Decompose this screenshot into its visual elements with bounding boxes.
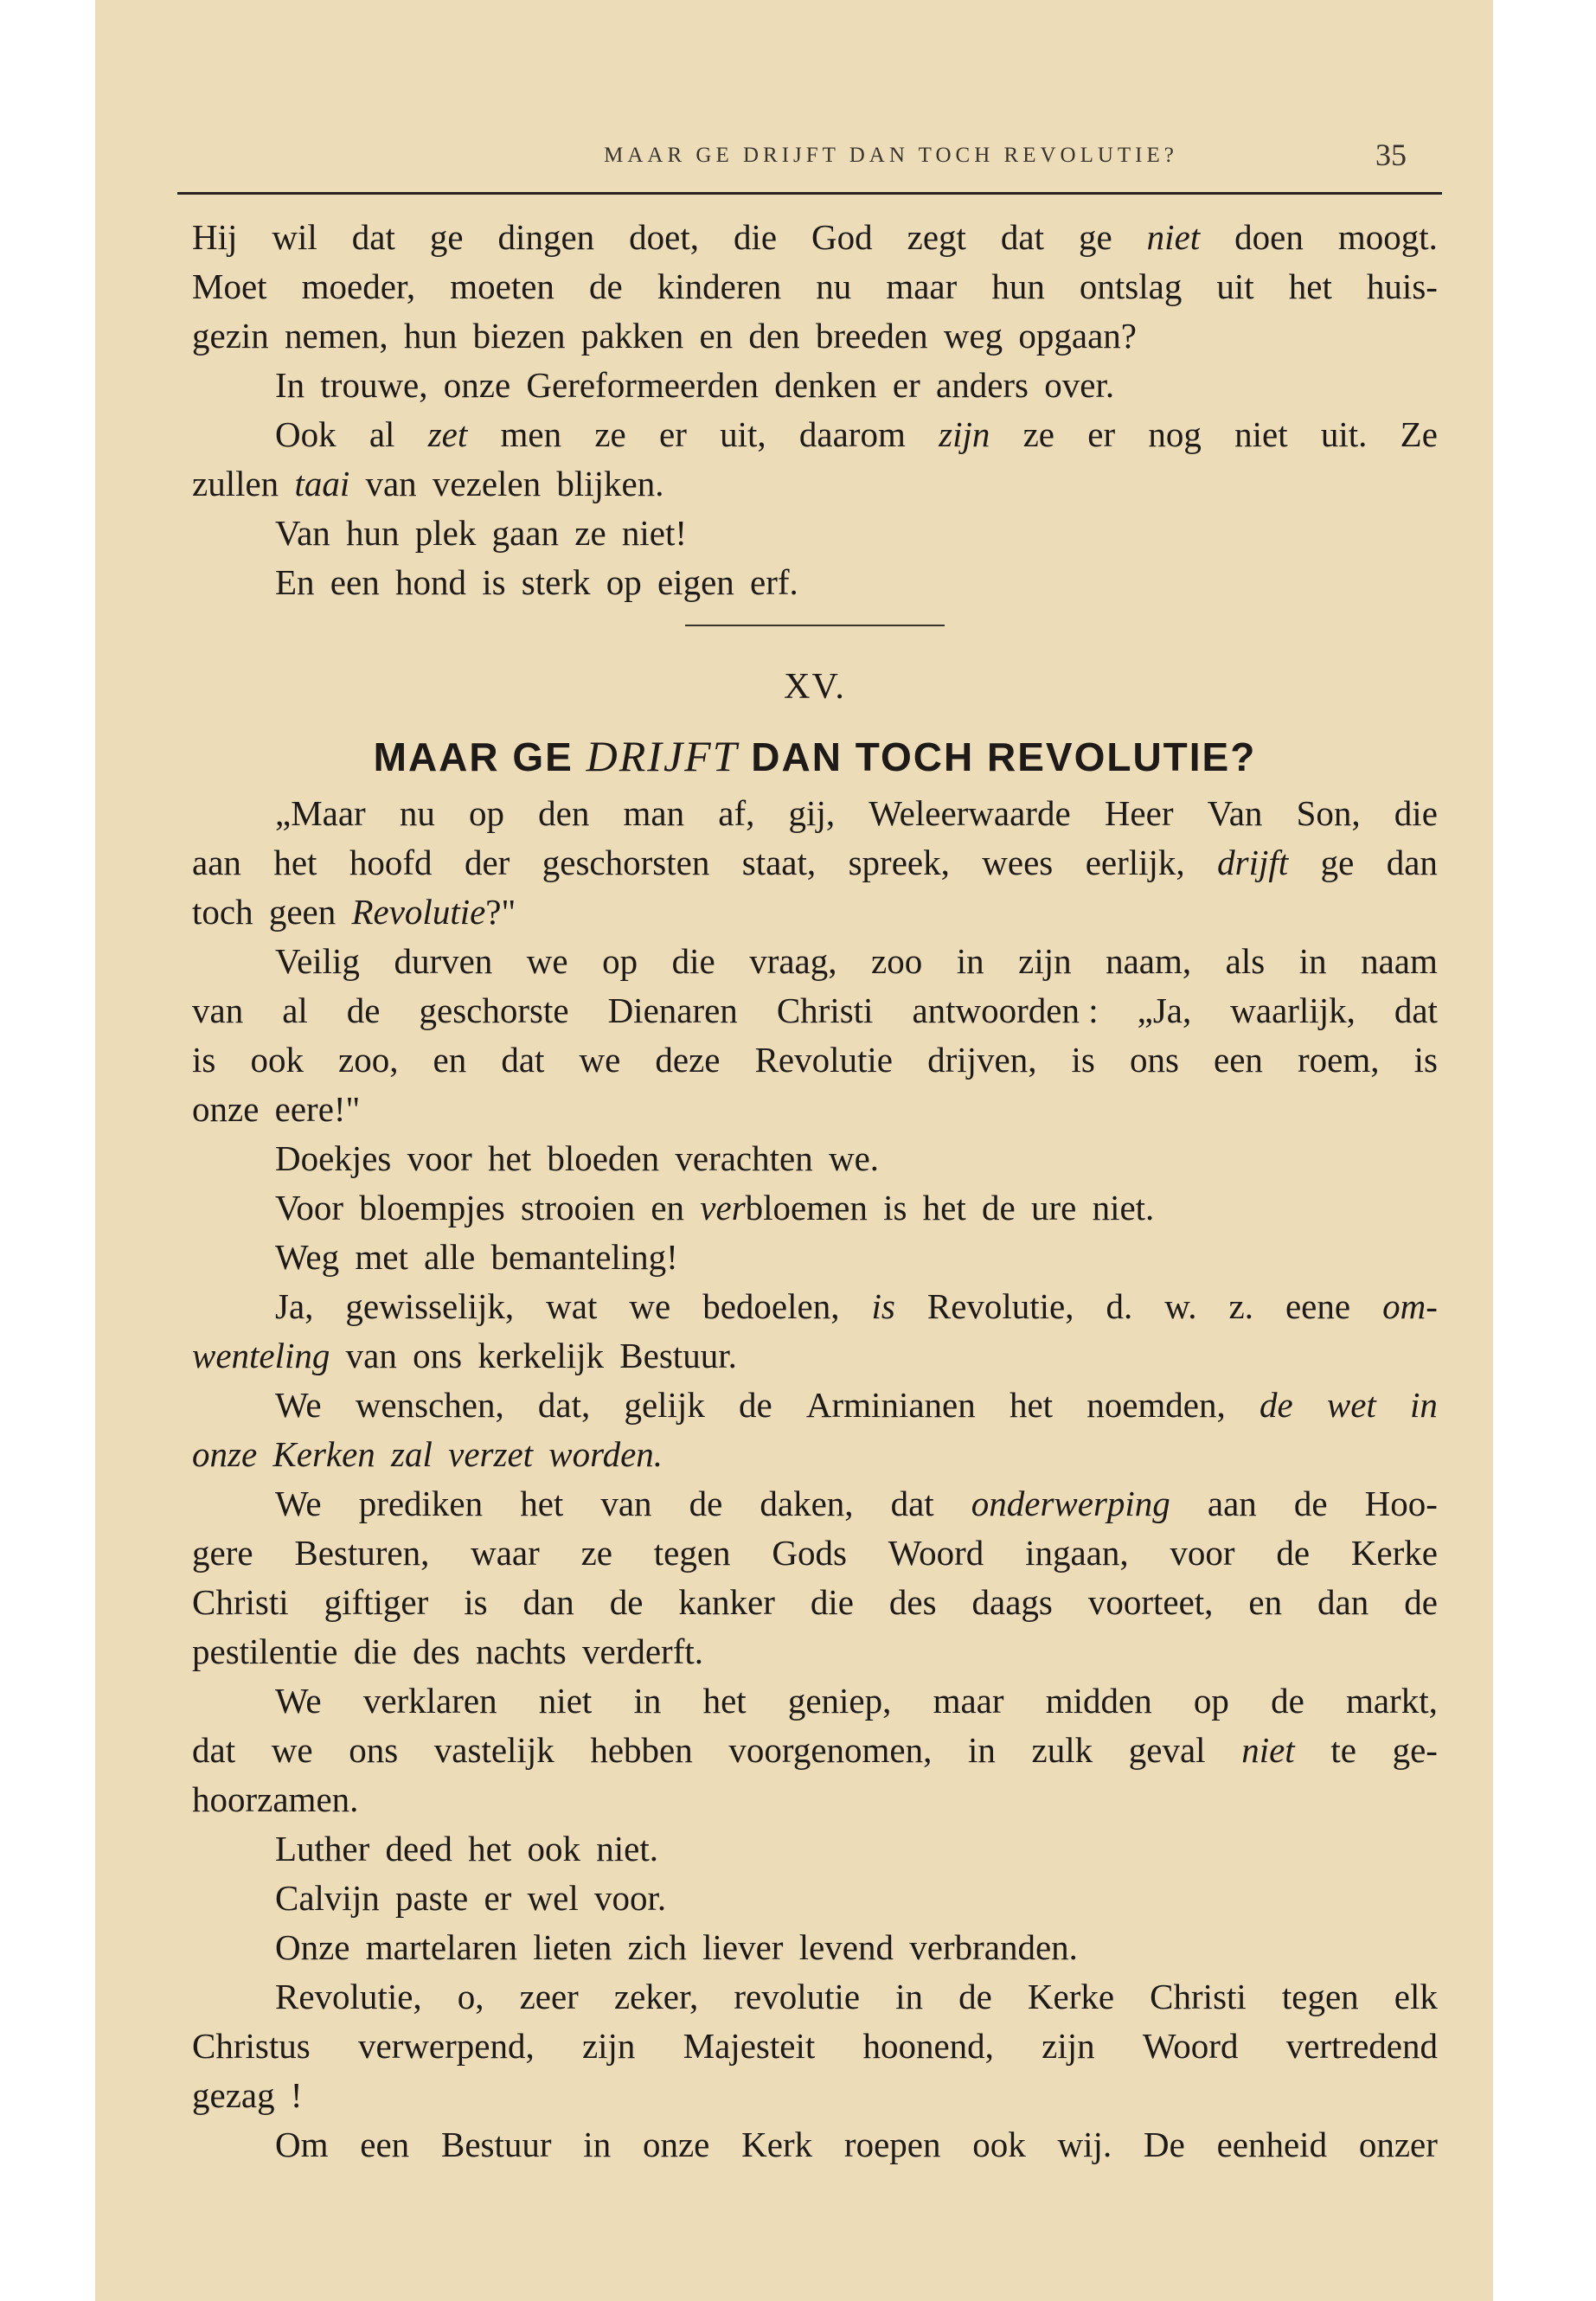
text-line: Ook al zet men ze er uit, daarom zijn ze er nog niet uit. Ze bbox=[275, 414, 1438, 454]
text-line: gezin nemen, hun biezen pakken en den breeden weg opgaan? bbox=[192, 316, 1137, 356]
text-line: En een hond is sterk op eigen erf. bbox=[275, 562, 798, 602]
text-line: is ook zoo, en dat we deze Revolutie drijven, is ons een roem, is bbox=[192, 1040, 1438, 1080]
running-title: MAAR GE DRIJFT DAN TOCH REVOLUTIE? bbox=[604, 144, 1178, 167]
text-line: gere Besturen, waar ze tegen Gods Woord ingaan, voor de Kerke bbox=[192, 1533, 1438, 1573]
text-line: Christus verwerpend, zijn Majesteit hoonend, zijn Woord vertredend bbox=[192, 2026, 1438, 2066]
text-line: dat we ons vastelijk hebben voorgenomen, in zulk geval niet te ge- bbox=[192, 1730, 1438, 1770]
body-text bbox=[192, 213, 1438, 2170]
text-line: We prediken het van de daken, dat onderwerping aan de Hoo- bbox=[275, 1484, 1438, 1523]
text-line: Christi giftiger is dan de kanker die des daags voorteet, en dan de bbox=[192, 1582, 1438, 1622]
text-line: Weg met alle bemanteling! bbox=[275, 1237, 678, 1277]
text-line: Moet moeder, moeten de kinderen nu maar hun ontslag uit het huis- bbox=[192, 266, 1438, 306]
text-line: zullen taai van vezelen blijken. bbox=[192, 464, 664, 503]
text-line: Ja, gewisselijk, wat we bedoelen, is Revolutie, d. w. z. eene om- bbox=[275, 1286, 1438, 1326]
text-line: gezag ! bbox=[192, 2075, 303, 2115]
text-line: Van hun plek gaan ze niet! bbox=[275, 513, 688, 553]
text-line: Om een Bestuur in onze Kerk roepen ook wij. De eenheid onzer bbox=[275, 2125, 1438, 2164]
text-line: aan het hoofd der geschorsten staat, spreek, wees eerlijk, drijft ge dan bbox=[192, 843, 1438, 882]
page-number: 35 bbox=[1375, 138, 1407, 172]
text-line: Hij wil dat ge dingen doet, die God zegt dat ge niet doen moogt. bbox=[192, 217, 1438, 257]
text-line: We verklaren niet in het geniep, maar midden op de markt, bbox=[275, 1681, 1438, 1721]
text-line: hoorzamen. bbox=[192, 1779, 359, 1819]
text-line: In trouwe, onze Gereformeerden denken er anders over. bbox=[275, 365, 1115, 405]
text-line: Onze martelaren lieten zich liever levend verbranden. bbox=[275, 1927, 1078, 1967]
separator-rule bbox=[685, 625, 945, 626]
text-line: pestilentie die des nachts verderft. bbox=[192, 1631, 703, 1671]
text-line: van al de geschorste Dienaren Christi antwoorden : „Ja, waarlijk, dat bbox=[192, 990, 1438, 1030]
text-line: Calvijn paste er wel voor. bbox=[275, 1878, 667, 1918]
text-line: We wenschen, dat, gelijk de Arminianen het noemden, de wet in bbox=[275, 1385, 1438, 1425]
text-line: Doekjes voor het bloeden verachten we. bbox=[275, 1138, 880, 1178]
running-head bbox=[95, 137, 1493, 180]
text-line: onze Kerken zal verzet worden. bbox=[192, 1434, 663, 1474]
header-rule bbox=[177, 192, 1442, 195]
section-number: XV. bbox=[784, 667, 846, 707]
text-line: wenteling van ons kerkelijk Bestuur. bbox=[192, 1336, 737, 1375]
text-line: Revolutie, o, zeer zeker, revolutie in de Kerke Christi tegen elk bbox=[275, 1977, 1438, 2016]
section-title: MAAR GE DRIJFT DAN TOCH REVOLUTIE? bbox=[373, 732, 1257, 780]
text-line: „Maar nu op den man af, gij, Weleerwaarde Heer Van Son, die bbox=[275, 793, 1438, 833]
section-separator bbox=[192, 607, 1438, 651]
text-line: Luther deed het ook niet. bbox=[275, 1829, 659, 1868]
text-line: toch geen Revolutie ?" bbox=[192, 892, 516, 932]
text-line: Veilig durven we op die vraag, zoo in zijn naam, als in naam bbox=[275, 941, 1438, 981]
text-line: onze eere!" bbox=[192, 1089, 361, 1129]
text-line: Voor bloempjes strooien en ver bloemen is het de ure niet. bbox=[275, 1188, 1155, 1227]
